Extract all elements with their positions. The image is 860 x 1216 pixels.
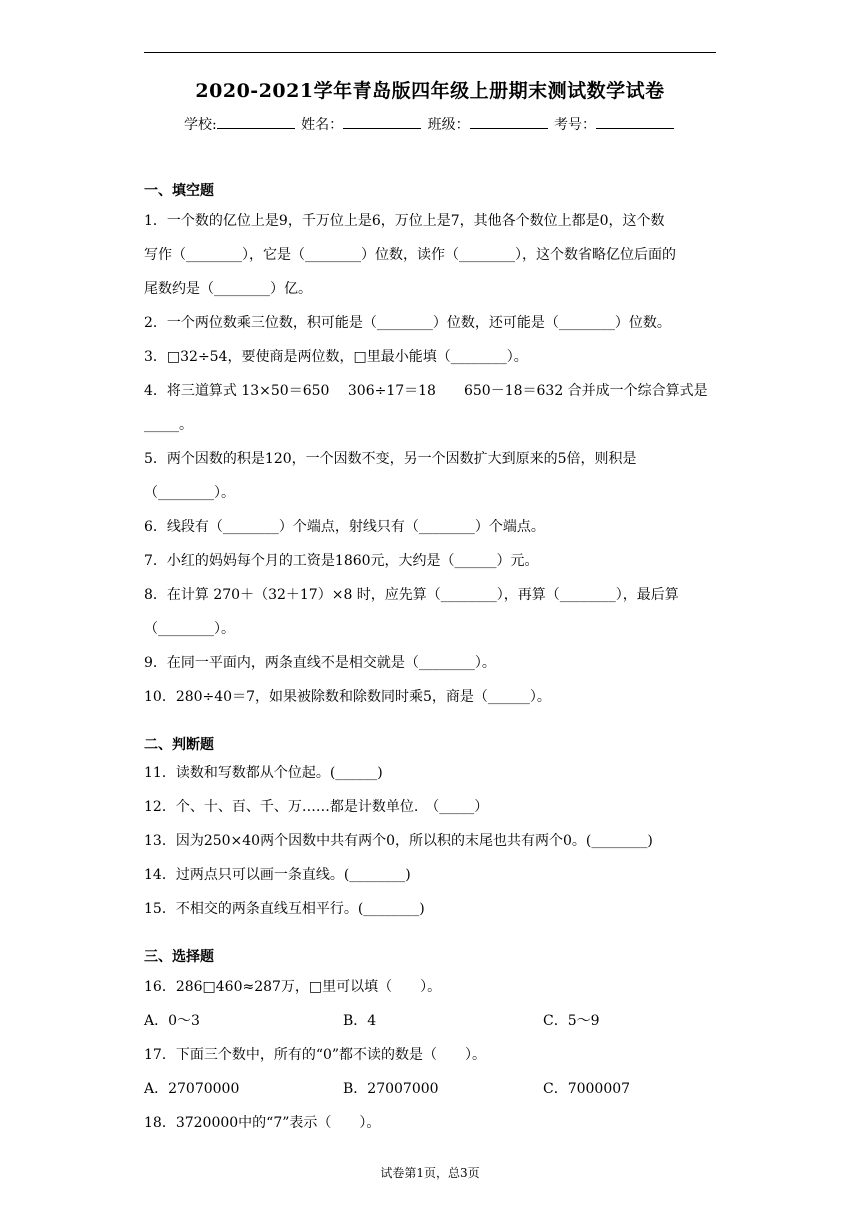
question-4-line-1: 4．将三道算式 13×50＝650 306÷17＝18 650－18＝632 合并成一个综合算式是	[144, 383, 708, 399]
question-17-option-b: B．27007000	[343, 1081, 439, 1097]
question-1-line-1: 1．一个数的亿位上是9，千万位上是6，万位上是7，其他各个数位上都是0，这个数	[144, 213, 665, 229]
question-16-option-b: B．4	[343, 1013, 377, 1029]
header-rule	[144, 52, 716, 53]
question-17-option-c: C．7000007	[543, 1081, 631, 1097]
school-blank	[217, 116, 295, 129]
question-16: 16．286□460≈287万，□里可以填（ ）。	[144, 979, 442, 995]
question-4-line-2: _____。	[144, 417, 193, 433]
question-7: 7．小红的妈妈每个月的工资是1860元，大约是（______）元。	[144, 553, 539, 569]
question-17-option-a: A．27070000	[144, 1081, 240, 1097]
question-2: 2．一个两位数乘三位数，积可能是（________）位数，还可能是（________）位数。	[144, 315, 671, 331]
section-fill-blank: 一、填空题	[144, 183, 214, 199]
section-multiple-choice: 三、选择题	[144, 949, 214, 965]
question-12: 12．个、十、百、千、万……都是计数单位. （_____）	[144, 799, 489, 815]
class-blank	[470, 116, 548, 129]
question-18: 18．3720000中的“7”表示（ ）。	[144, 1115, 381, 1131]
question-8-line-1: 8．在计算 270＋（32＋17）×8 时，应先算（________），再算（________），最后算	[144, 587, 679, 603]
question-3: 3．□32÷54，要使商是两位数，□里最小能填（________）。	[144, 349, 528, 365]
question-1-line-2: 写作（________），它是（________）位数，读作（________），这个数省略亿位后面的	[144, 247, 676, 263]
question-10: 10．280÷40＝7，如果被除数和除数同时乘5，商是（______）。	[144, 689, 551, 705]
section-true-false: 二、判断题	[144, 737, 214, 753]
question-1-line-3: 尾数约是（________）亿。	[144, 281, 312, 297]
question-5-line-2: （________）。	[144, 485, 235, 501]
question-16-option-a: A．0～3	[144, 1013, 200, 1029]
question-6: 6．线段有（________）个端点，射线只有（________）个端点。	[144, 519, 545, 535]
page-footer: 试卷第1页，总3页	[380, 1166, 480, 1180]
class-label: 班级：	[427, 117, 470, 133]
number-label: 考号：	[554, 117, 597, 133]
question-17: 17．下面三个数中，所有的“0”都不读的数是（ ）。	[144, 1047, 487, 1063]
page-title: 2020-2021学年青岛版四年级上册期末测试数学试卷	[195, 80, 665, 102]
question-16-option-c: C．5～9	[543, 1013, 600, 1029]
name-label: 姓名：	[301, 117, 344, 133]
school-label: 学校:	[183, 117, 217, 133]
question-13: 13．因为250×40两个因数中共有两个0，所以积的末尾也共有两个0。(________)	[144, 833, 653, 849]
number-blank	[596, 116, 674, 129]
student-info-row	[0, 114, 860, 134]
name-blank	[343, 116, 421, 129]
question-9: 9．在同一平面内，两条直线不是相交就是（________）。	[144, 655, 496, 671]
question-11: 11．读数和写数都从个位起。(______)	[144, 765, 383, 781]
question-5-line-1: 5．两个因数的积是120，一个因数不变，另一个因数扩大到原来的5倍，则积是	[144, 451, 637, 467]
question-8-line-2: （________）。	[144, 621, 235, 637]
question-14: 14．过两点只可以画一条直线。(________)	[144, 867, 411, 883]
question-15: 15．不相交的两条直线互相平行。(________)	[144, 901, 425, 917]
